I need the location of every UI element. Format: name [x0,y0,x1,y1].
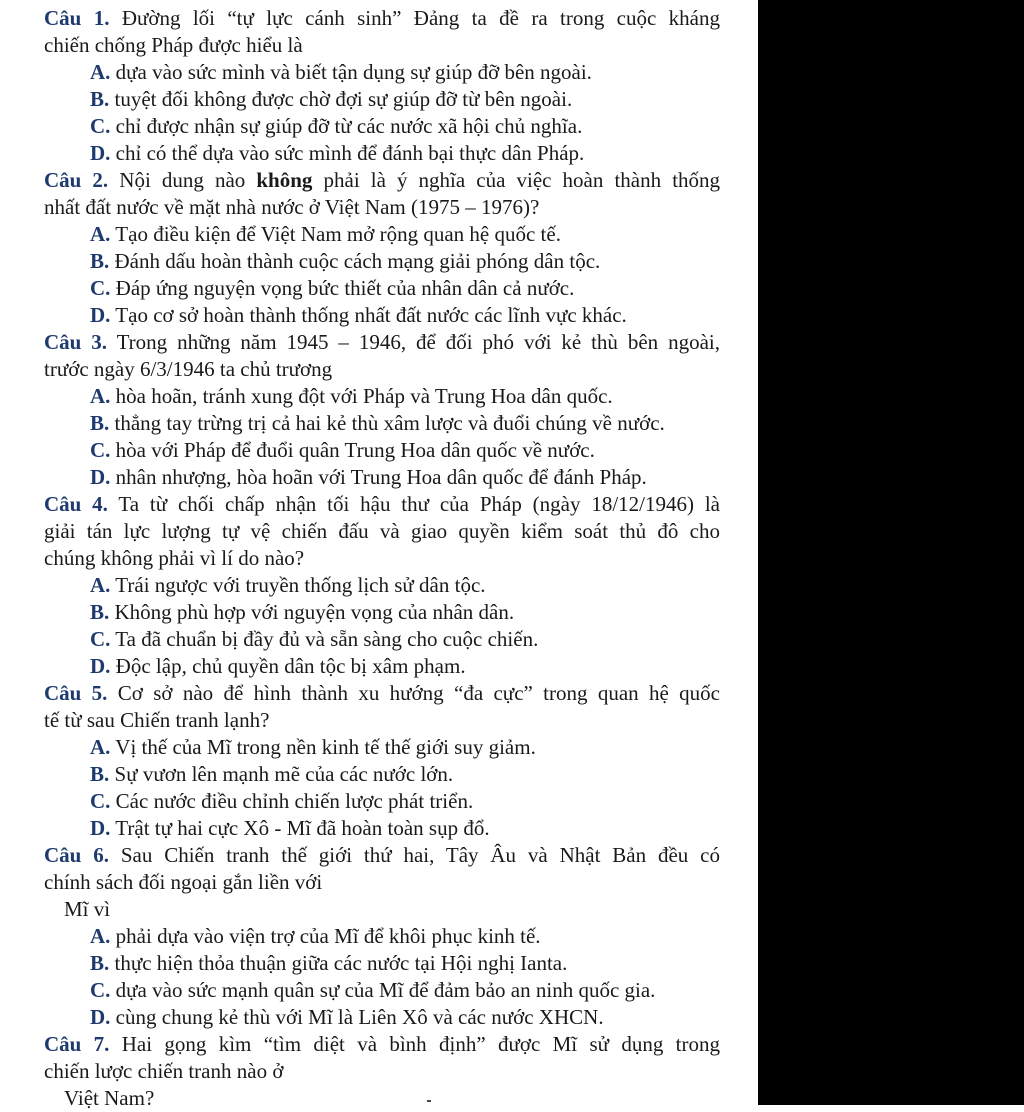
question-stem-line [44,491,720,518]
question-number: Câu 1. [44,6,110,30]
answer-option-d[interactable] [90,653,720,680]
option-letter: D. [90,654,111,678]
option-letter: A. [90,573,111,597]
answer-option-c[interactable] [90,977,720,1004]
question-stem-text: chính sách đối ngoại gắn liền với [44,870,323,894]
option-letter: D. [90,141,111,165]
question-stem-text: Trong những năm 1945 – 1946, để đối phó với kẻ thù bên ngoài, [116,330,720,354]
answer-option-c[interactable] [90,113,720,140]
answer-option-a[interactable] [90,572,720,599]
option-letter: C. [90,114,111,138]
answer-option-a[interactable] [90,923,720,950]
question-number: Câu 2. [44,168,109,192]
option-text: hòa hoãn, tránh xung đột với Pháp và Trung Hoa dân quốc. [115,384,613,408]
answer-option-c[interactable] [90,626,720,653]
question-5 [44,680,720,842]
question-stem-line [44,167,720,194]
option-text: Trái ngược với truyền thống lịch sử dân tộc. [115,573,486,597]
question-stem-continuation: Mĩ vì [64,897,111,921]
question-stem-line [44,842,720,869]
answer-option-b[interactable] [90,761,720,788]
question-stem-text: Sau Chiến tranh thế giới thứ hai, Tây Âu và Nhật Bản đều có [120,843,720,867]
option-letter: B. [90,762,110,786]
option-text: thẳng tay trừng trị cả hai kẻ thù xâm lược và đuổi chúng về nước. [114,411,665,435]
option-letter: A. [90,60,111,84]
option-letter: A. [90,924,111,948]
option-text: Vị thế của Mĩ trong nền kinh tế thế giới suy giảm. [115,735,536,759]
answer-option-c[interactable] [90,275,720,302]
question-1 [44,5,720,167]
question-stem-line [44,5,720,32]
option-text: Ta đã chuẩn bị đầy đủ và sẵn sàng cho cuộc chiến. [115,627,539,651]
option-text: dựa vào sức mình và biết tận dụng sự giúp đỡ bên ngoài. [115,60,592,84]
option-letter: D. [90,465,111,489]
question-stem-text: Nội dung nào [119,168,246,192]
question-stem-text: phải là ý nghĩa của việc hoàn thành thống [323,168,721,192]
question-stem-text: chiến chống Pháp được hiểu là [44,33,303,57]
option-text: tuyệt đối không được chờ đợi sự giúp đỡ từ bên ngoài. [114,87,573,111]
option-letter: D. [90,1005,111,1029]
option-letter: B. [90,411,110,435]
question-6 [44,842,720,1031]
answer-option-d[interactable] [90,140,720,167]
question-stem-text: Hai gọng kìm “tìm diệt và bình định” được Mĩ sử dụng trong [121,1032,720,1056]
option-letter: A. [90,735,111,759]
answer-option-b[interactable] [90,410,720,437]
answer-option-d[interactable] [90,815,720,842]
option-letter: B. [90,600,110,624]
question-stem-line [44,329,720,356]
question-stem-text: Cơ sở nào để hình thành xu hướng “đa cực” trong quan hệ quốc [117,681,720,705]
question-stem-text: chiến lược chiến tranh nào ở [44,1059,284,1083]
answer-option-b[interactable] [90,599,720,626]
option-letter: C. [90,789,111,813]
black-margin-strip [758,0,1024,1105]
question-stem-text: chúng không phải vì lí do nào? [44,546,305,570]
option-text: nhân nhượng, hòa hoãn với Trung Hoa dân quốc để đánh Pháp. [115,465,647,489]
option-letter: A. [90,222,111,246]
option-text: Tạo điều kiện để Việt Nam mở rộng quan hệ quốc tế. [115,222,561,246]
option-text: dựa vào sức mạnh quân sự của Mĩ để đảm bảo an ninh quốc gia. [115,978,656,1002]
question-stem-text: tế từ sau Chiến tranh lạnh? [44,708,270,732]
question-list [44,5,720,1112]
option-text: Trật tự hai cực Xô - Mĩ đã hoàn toàn sụp đổ. [115,816,490,840]
question-stem-line [44,1031,720,1058]
answer-option-b[interactable] [90,950,720,977]
question-4 [44,491,720,680]
answer-option-c[interactable] [90,788,720,815]
question-stem-line [44,680,720,707]
option-text: Đánh dấu hoàn thành cuộc cách mạng giải phóng dân tộc. [114,249,601,273]
answer-option-a[interactable] [90,383,720,410]
question-number: Câu 6. [44,843,109,867]
question-number: Câu 3. [44,330,108,354]
answer-option-d[interactable] [90,464,720,491]
answer-option-b[interactable] [90,86,720,113]
option-text: Tạo cơ sở hoàn thành thống nhất đất nước các lĩnh vực khác. [115,303,627,327]
emphasis-word: không [256,168,313,192]
question-3 [44,329,720,491]
answer-option-d[interactable] [90,302,720,329]
answer-option-c[interactable] [90,437,720,464]
question-number: Câu 7. [44,1032,110,1056]
answer-option-a[interactable] [90,734,720,761]
question-stem-text: nhất đất nước về mặt nhà nước ở Việt Nam (1975 – 1976)? [44,195,540,219]
option-text: Đáp ứng nguyện vọng bức thiết của nhân dân cả nước. [115,276,575,300]
option-text: phải dựa vào viện trợ của Mĩ để khôi phục kinh tế. [115,924,541,948]
question-2 [44,167,720,329]
option-letter: D. [90,816,111,840]
option-text: thực hiện thỏa thuận giữa các nước tại Hội nghị Ianta. [114,951,568,975]
answer-option-a[interactable] [90,221,720,248]
option-letter: C. [90,276,111,300]
question-stem-continuation: Việt Nam? [64,1086,155,1110]
option-text: Không phù hợp với nguyện vọng của nhân dân. [114,600,515,624]
option-text: chỉ được nhận sự giúp đỡ từ các nước xã hội chủ nghĩa. [115,114,583,138]
cut-off-text-fragment [427,1100,431,1102]
answer-option-b[interactable] [90,248,720,275]
option-letter: A. [90,384,111,408]
question-stem-text: Đường lối “tự lực cánh sinh” Đảng ta đề ra trong cuộc kháng [121,6,720,30]
option-letter: D. [90,303,111,327]
option-letter: B. [90,249,110,273]
question-stem-text: Ta từ chối chấp nhận tối hậu thư của Pháp (ngày 18/12/1946) là [118,492,720,516]
option-letter: C. [90,627,111,651]
option-letter: C. [90,438,111,462]
option-text: Các nước điều chỉnh chiến lược phát triển. [115,789,474,813]
option-letter: C. [90,978,111,1002]
option-text: hòa với Pháp để đuổi quân Trung Hoa dân quốc về nước. [115,438,595,462]
option-text: Độc lập, chủ quyền dân tộc bị xâm phạm. [115,654,466,678]
answer-option-a[interactable] [90,59,720,86]
question-number: Câu 4. [44,492,108,516]
option-letter: B. [90,87,110,111]
option-letter: B. [90,951,110,975]
option-text: chỉ có thể dựa vào sức mình để đánh bại thực dân Pháp. [115,141,585,165]
question-7 [44,1031,720,1112]
option-text: Sự vươn lên mạnh mẽ của các nước lớn. [114,762,454,786]
answer-option-d[interactable] [90,1004,720,1031]
option-text: cùng chung kẻ thù với Mĩ là Liên Xô và các nước XHCN. [115,1005,604,1029]
question-stem-text: giải tán lực lượng tự vệ chiến đấu và giao quyền kiểm soát thủ đô cho [44,519,720,543]
question-number: Câu 5. [44,681,108,705]
question-stem-text: trước ngày 6/3/1946 ta chủ trương [44,357,333,381]
